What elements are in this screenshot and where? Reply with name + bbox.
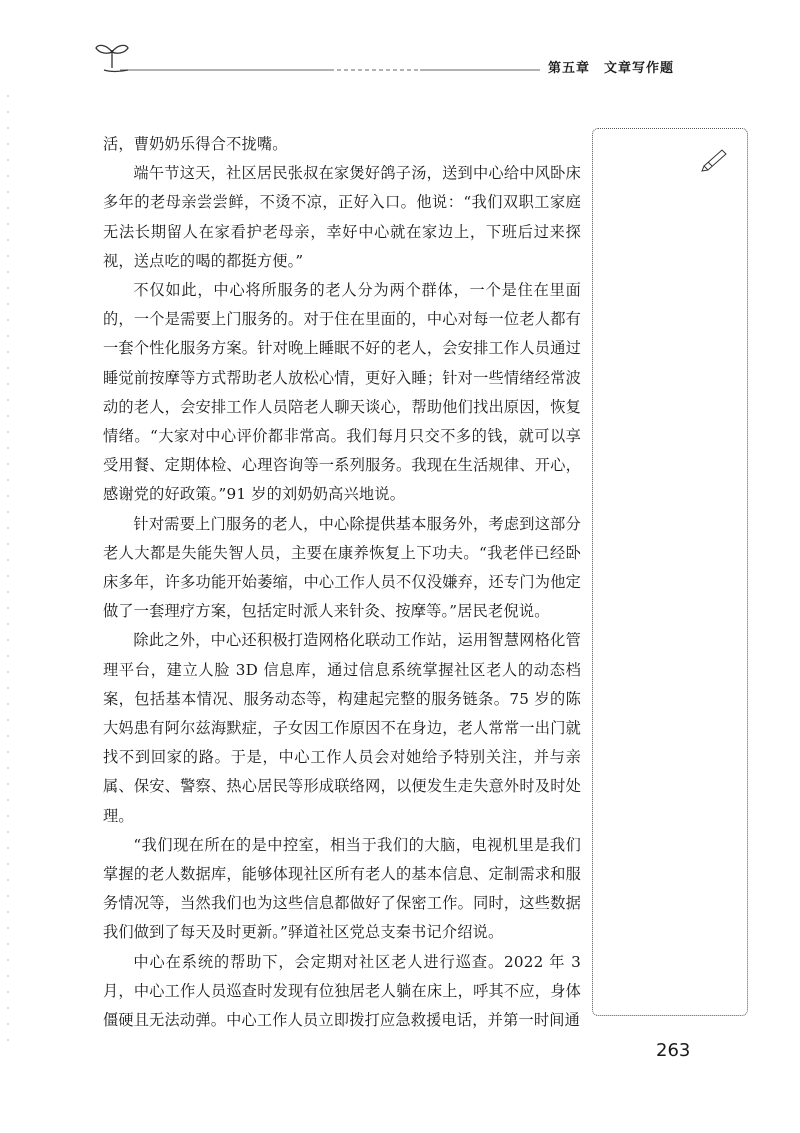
paragraph: 中心在系统的帮助下，会定期对社区老人进行巡查。2022 年 3 月，中心工作人员巡查时发现有位独居老人躺在床上，呼其不应，身体僵硬且无法动弹。中心工作人员立即拨打应急救援电话，并第一时间通: [103, 952, 581, 1030]
paragraph: 除此之外，中心还积极打造网格化联动工作站，运用智慧网格化管理平台，建立人脸 3D 信息库，通过信息系统掌握社区老人的动态档案，包括基本情况、服务动态等，构建起完整的服务链条。75 岁的陈大妈患有阿尔兹海默症，子女因工作原因不在身边，老人常常一出门就找不到回家的路。于是，中心工作人员会对她给予特别关注，并与亲属、保安、警察、热心居民等形成联络网，以便发生走失意外时及时处理。: [103, 631, 581, 825]
paragraph: 不仅如此，中心将所服务的老人分为两个群体，一个是住在里面的，一个是需要上门服务的。对于住在里面的，中心对每一位老人都有一套个性化服务方案。针对晚上睡眠不好的老人，会安排工作人员通过睡觉前按摩等方式帮助老人放松心情，更好入睡；针对一些情绪经常波动的老人，会安排工作人员陪老人聊天谈心，帮助他们找出原因，恢复情绪。“大家对中心评价都非常高。我们每月只交不多的钱，就可以享受用餐、定期体检、心理咨询等一系列服务。我现在生活规律、开心，感谢党的好政策。”91 岁的刘奶奶高兴地说。: [103, 281, 581, 504]
header-rule: [0, 0, 800, 90]
paragraph: 端午节这天，社区居民张叔在家煲好鸽子汤，送到中心给中风卧床多年的老母亲尝尝鲜，不烫不凉，正好入口。他说：“我们双职工家庭无法长期留人在家看护老母亲，幸好中心就在家边上，下班后过来探视，送点吃的喝的都挺方便。”: [103, 164, 581, 270]
binding-margin: [6, 95, 10, 1055]
page-header: [0, 0, 800, 90]
notes-box: [592, 128, 748, 1016]
paragraph: 针对需要上门服务的老人，中心除提供基本服务外，考虑到这部分老人大都是失能失智人员，主要在康养恢复上下功夫。“我老伴已经卧床多年，许多功能开始萎缩，中心工作人员不仅没嫌弃，还专门为他定做了一套理疗方案，包括定时派人来针灸、按摩等。”居民老倪说。: [103, 514, 581, 621]
page-number: 263: [656, 1040, 691, 1061]
paragraph: “我们现在所在的是中控室，相当于我们的大脑，电视机里是我们掌握的老人数据库，能够体现社区所有老人的基本信息、定制需求和服务情况等，当然我们也为这些信息都做好了保密工作。同时，这些数据我们做到了每天及时更新。”驿道社区党总支秦书记介绍说。: [103, 835, 581, 942]
paragraph: 活，曹奶奶乐得合不拢嘴。: [103, 135, 288, 153]
pen-icon: [700, 144, 730, 176]
article-body: [103, 130, 581, 1035]
sprout-icon: [96, 45, 128, 71]
chapter-title: 第五章 文章写作题: [548, 61, 675, 76]
